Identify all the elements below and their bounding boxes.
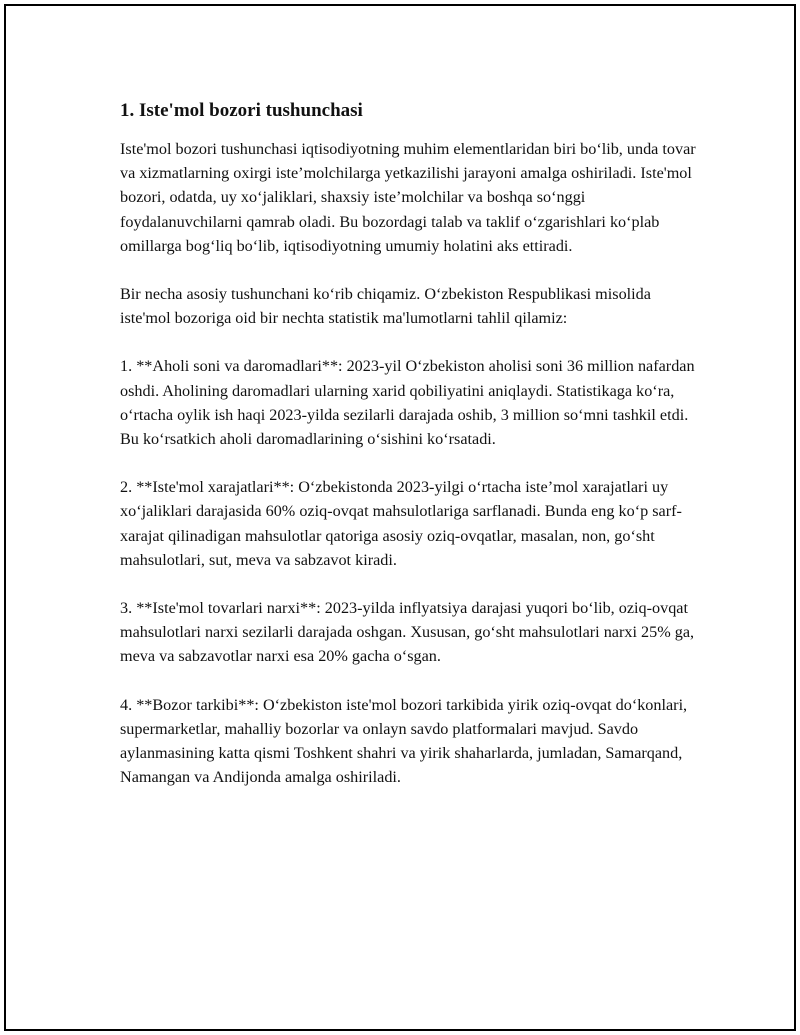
section-heading: 1. Iste'mol bozori tushunchasi xyxy=(120,100,363,121)
document-body xyxy=(120,98,700,813)
paragraph-market-structure: 4. **Bozor tarkibi**: O‘zbekiston iste'mol bozori tarkibida yirik oziq-ovqat do‘konlari, supermarketlar, mahalliy bozorlar va onlayn savdo platformalari mavjud. Savdo aylanmasining katta qismi Toshkent shahri va yirik shaharlarda, jumladan, Samarqand, Namangan va Andijonda amalga oshiriladi. xyxy=(120,695,688,787)
paragraph-population-income: 1. **Aholi soni va daromadlari**: 2023-yil O‘zbekiston aholisi soni 36 million nafardan oshdi. Aholining daromadlari ularning xarid qobiliyatini aniqlaydi. Statistikaga ko‘ra, o‘rtacha oylik ish haqi 2023-yilda sezilarli darajada oshib, 3 million so‘mni tashkil etdi. Bu ko‘rsatkich aholi daromadlarining o‘sishini ko‘rsatadi. xyxy=(120,357,695,449)
paragraph-intro: Iste'mol bozori tushunchasi iqtisodiyotning muhim elementlaridan biri bo‘lib, unda tovar va xizmatlarning oxirgi iste’molchilarga yetkazilishi jarayoni amalga oshiriladi. Iste'mol bozori, odatda, uy xo‘jaliklari, shaxsiy iste’molchilar va boshqa so‘nggi foydalanuvchilarni qamrab oladi. Bu bozordagi talab va taklif o‘zgarishlari ko‘plab omillarga bog‘liq bo‘lib, iqtisodiyotning umumiy holatini aks ettiradi. xyxy=(120,140,696,255)
paragraph-overview: Bir necha asosiy tushunchani ko‘rib chiqamiz. O‘zbekiston Respublikasi misolida iste'mol bozoriga oid bir nechta statistik ma'lumotlarni tahlil qilamiz: xyxy=(120,285,651,328)
paragraph-consumer-expenses: 2. **Iste'mol xarajatlari**: O‘zbekistonda 2023-yilgi o‘rtacha iste’mol xarajatlari uy xo‘jaliklari darajasida 60% oziq-ovqat mahsulotlariga sarflanadi. Bunda eng ko‘p sarf-xarajat qilinadigan mahsulotlar qatoriga asosiy oziq-ovqatlar, masalan, non, go‘sht mahsulotlari, sut, meva va sabzavot kiradi. xyxy=(120,478,682,569)
page-frame xyxy=(4,4,796,1031)
paragraph-consumer-prices: 3. **Iste'mol tovarlari narxi**: 2023-yilda inflyatsiya darajasi yuqori bo‘lib, oziq-ovqat mahsulotlari narxi sezilarli darajada oshgan. Xususan, go‘sht mahsulotlari narxi 25% ga, meva va sabzavotlar narxi esa 20% gacha o‘sgan. xyxy=(120,599,695,666)
